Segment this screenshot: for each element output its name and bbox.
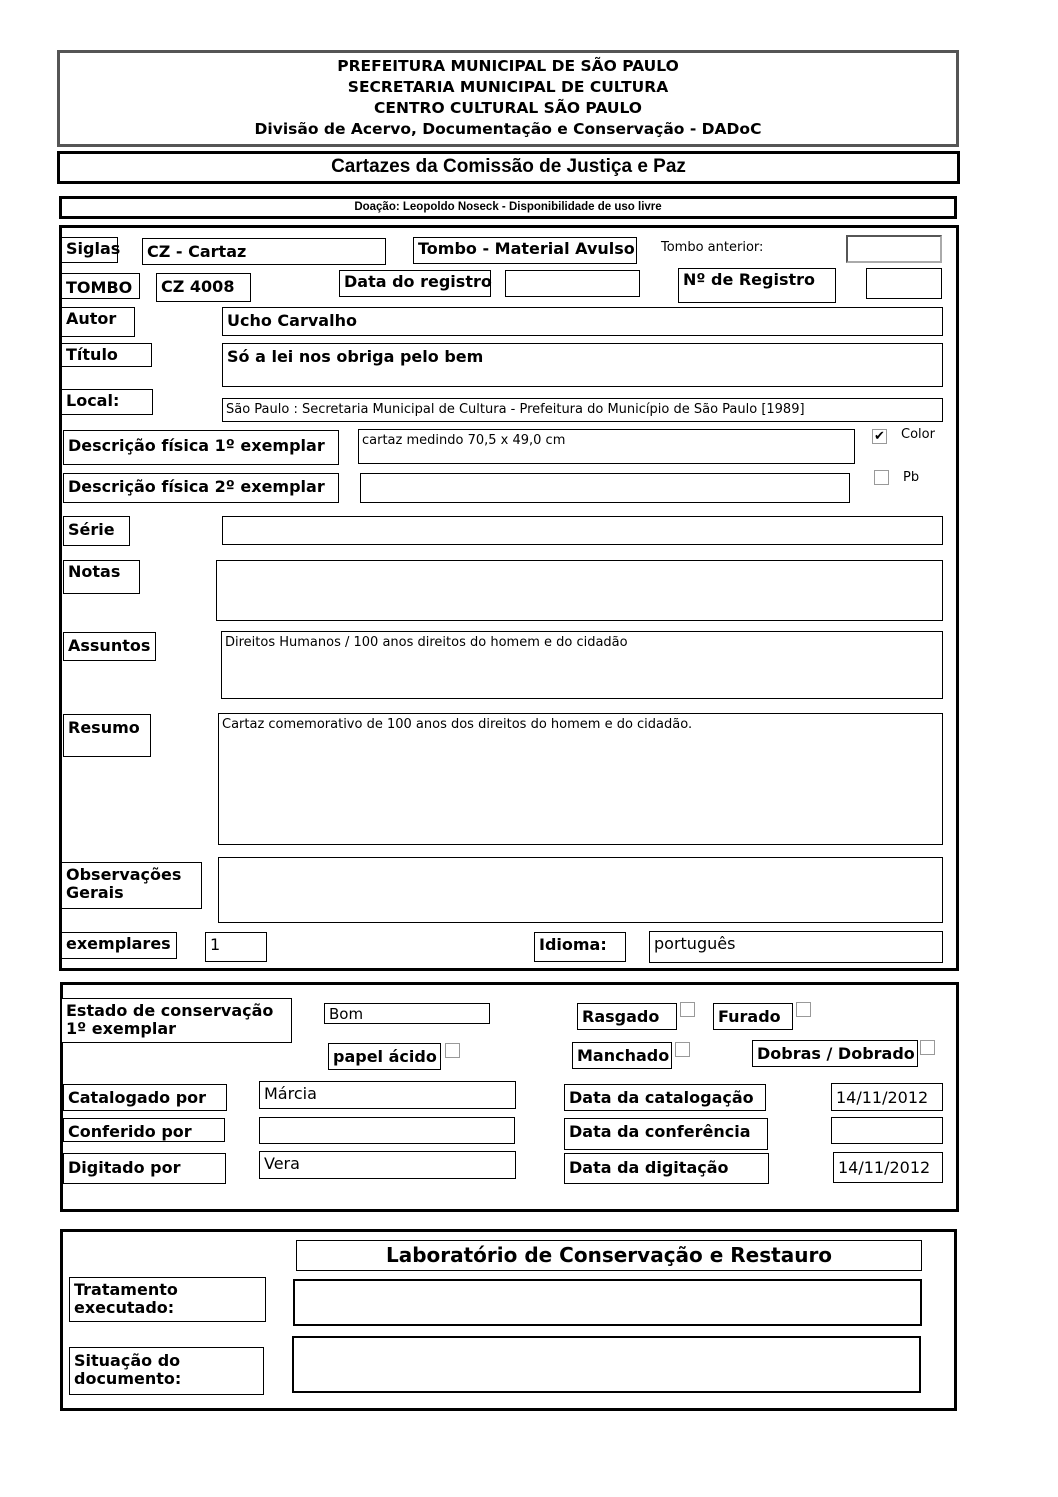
header-line-3: CENTRO CULTURAL SÃO PAULO xyxy=(374,99,642,117)
data-digitacao-label: Data da digitação xyxy=(564,1153,769,1184)
papel-acido-label: papel ácido xyxy=(328,1043,441,1070)
tratamento-label xyxy=(69,1277,266,1322)
header-line-4: Divisão de Acervo, Documentação e Conservação - DADoC xyxy=(254,120,762,138)
collection-title xyxy=(57,151,960,184)
institution-header xyxy=(57,50,959,147)
exemplares-label: exemplares xyxy=(61,932,177,959)
tombo-label: TOMBO xyxy=(61,273,140,299)
manchado-label: Manchado xyxy=(572,1042,672,1069)
tratamento-label-line-2: executado: xyxy=(74,1297,175,1317)
serie-label: Série xyxy=(63,516,130,546)
assuntos-label: Assuntos xyxy=(63,632,156,661)
local-label: Local: xyxy=(61,389,153,415)
siglas-label: Siglas xyxy=(61,237,118,263)
autor-label: Autor xyxy=(61,307,135,337)
collection-title-text: Cartazes da Comissão de Justiça e Paz xyxy=(331,156,686,177)
data-catalogacao-field[interactable]: 14/11/2012 xyxy=(831,1083,943,1111)
dobras-checkbox[interactable] xyxy=(920,1040,935,1055)
titulo-label: Título xyxy=(61,343,152,367)
tombo-anterior-label: Tombo anterior: xyxy=(661,240,764,255)
autor-field[interactable]: Ucho Carvalho xyxy=(222,307,943,336)
furado-checkbox[interactable] xyxy=(796,1002,811,1017)
tratamento-label-line-1: Tratamento xyxy=(74,1280,178,1299)
notas-field[interactable] xyxy=(216,560,943,621)
conferido-label: Conferido por xyxy=(63,1118,225,1142)
observacoes-label xyxy=(61,862,202,909)
desc1-field[interactable]: cartaz medindo 70,5 x 49,0 cm xyxy=(358,429,855,464)
data-conferencia-field[interactable] xyxy=(831,1117,943,1144)
estado-conservacao-label xyxy=(61,998,292,1043)
desc2-label: Descrição física 2º exemplar xyxy=(63,473,339,503)
color-label: Color xyxy=(901,427,935,442)
header-line-1: PREFEITURA MUNICIPAL DE SÃO PAULO xyxy=(337,57,679,75)
siglas-field[interactable]: CZ - Cartaz xyxy=(142,238,386,265)
exemplares-field[interactable]: 1 xyxy=(205,932,267,962)
situacao-label xyxy=(69,1347,264,1395)
data-registro-field[interactable] xyxy=(505,270,640,297)
tombo-anterior-field[interactable] xyxy=(846,235,942,263)
rasgado-checkbox[interactable] xyxy=(680,1002,695,1017)
idioma-label: Idioma: xyxy=(534,932,626,962)
situacao-label-line-1: Situação do xyxy=(74,1351,181,1370)
lab-title-text: Laboratório de Conservação e Restauro xyxy=(385,1243,833,1267)
papel-acido-checkbox[interactable] xyxy=(445,1043,460,1058)
estado-label-line-2: 1º exemplar xyxy=(66,1018,177,1038)
digitado-field[interactable]: Vera xyxy=(259,1151,516,1179)
titulo-field[interactable]: Só a lei nos obriga pelo bem xyxy=(222,343,943,387)
n-registro-field[interactable] xyxy=(866,268,942,299)
data-digitacao-field[interactable]: 14/11/2012 xyxy=(833,1152,943,1183)
header-line-2: SECRETARIA MUNICIPAL DE CULTURA xyxy=(347,78,669,96)
situacao-field[interactable] xyxy=(292,1336,921,1393)
resumo-label: Resumo xyxy=(63,714,151,757)
observacoes-label-line-2: Gerais xyxy=(66,882,124,902)
pb-label: Pb xyxy=(903,470,920,485)
estado-label-line-1: Estado de conservação xyxy=(66,1001,274,1020)
resumo-field[interactable]: Cartaz comemorativo de 100 anos dos direitos do homem e do cidadão. xyxy=(218,713,943,845)
data-catalogacao-label: Data da catalogação xyxy=(564,1084,766,1111)
serie-field[interactable] xyxy=(222,516,943,545)
tombo-material-label: Tombo - Material Avulso xyxy=(413,237,637,264)
desc2-field[interactable] xyxy=(360,473,850,503)
digitado-label: Digitado por xyxy=(63,1153,226,1184)
tombo-field[interactable]: CZ 4008 xyxy=(156,273,251,302)
conferido-field[interactable] xyxy=(259,1117,515,1144)
furado-label: Furado xyxy=(713,1003,793,1030)
catalogado-label: Catalogado por xyxy=(63,1084,227,1111)
catalogado-field[interactable]: Márcia xyxy=(259,1081,516,1109)
situacao-label-line-2: documento: xyxy=(74,1368,182,1388)
local-field[interactable]: São Paulo : Secretaria Municipal de Cultura - Prefeitura do Município de São Paulo [1989] xyxy=(222,398,943,422)
observacoes-field[interactable] xyxy=(218,857,943,923)
donation-text: Doação: Leopoldo Noseck - Disponibilidade de uso livre xyxy=(354,201,662,213)
dobras-label: Dobras / Dobrado xyxy=(752,1040,918,1067)
tratamento-field[interactable] xyxy=(293,1279,922,1326)
manchado-checkbox[interactable] xyxy=(675,1042,690,1057)
color-checkbox[interactable]: ✔ xyxy=(872,429,887,444)
observacoes-label-line-1: Observações xyxy=(66,865,182,884)
data-registro-label: Data do registro xyxy=(339,270,491,297)
assuntos-field[interactable]: Direitos Humanos / 100 anos direitos do homem e do cidadão xyxy=(221,631,943,699)
n-registro-label: Nº de Registro xyxy=(678,268,836,303)
pb-checkbox[interactable] xyxy=(874,470,889,485)
data-conferencia-label: Data da conferência xyxy=(564,1118,768,1150)
desc1-label: Descrição física 1º exemplar xyxy=(63,430,339,465)
estado-conservacao-field[interactable]: Bom xyxy=(324,1003,490,1024)
rasgado-label: Rasgado xyxy=(577,1003,677,1030)
donation-banner xyxy=(59,196,957,219)
idioma-field[interactable]: português xyxy=(649,931,943,963)
lab-title xyxy=(296,1240,922,1271)
notas-label: Notas xyxy=(63,560,140,594)
